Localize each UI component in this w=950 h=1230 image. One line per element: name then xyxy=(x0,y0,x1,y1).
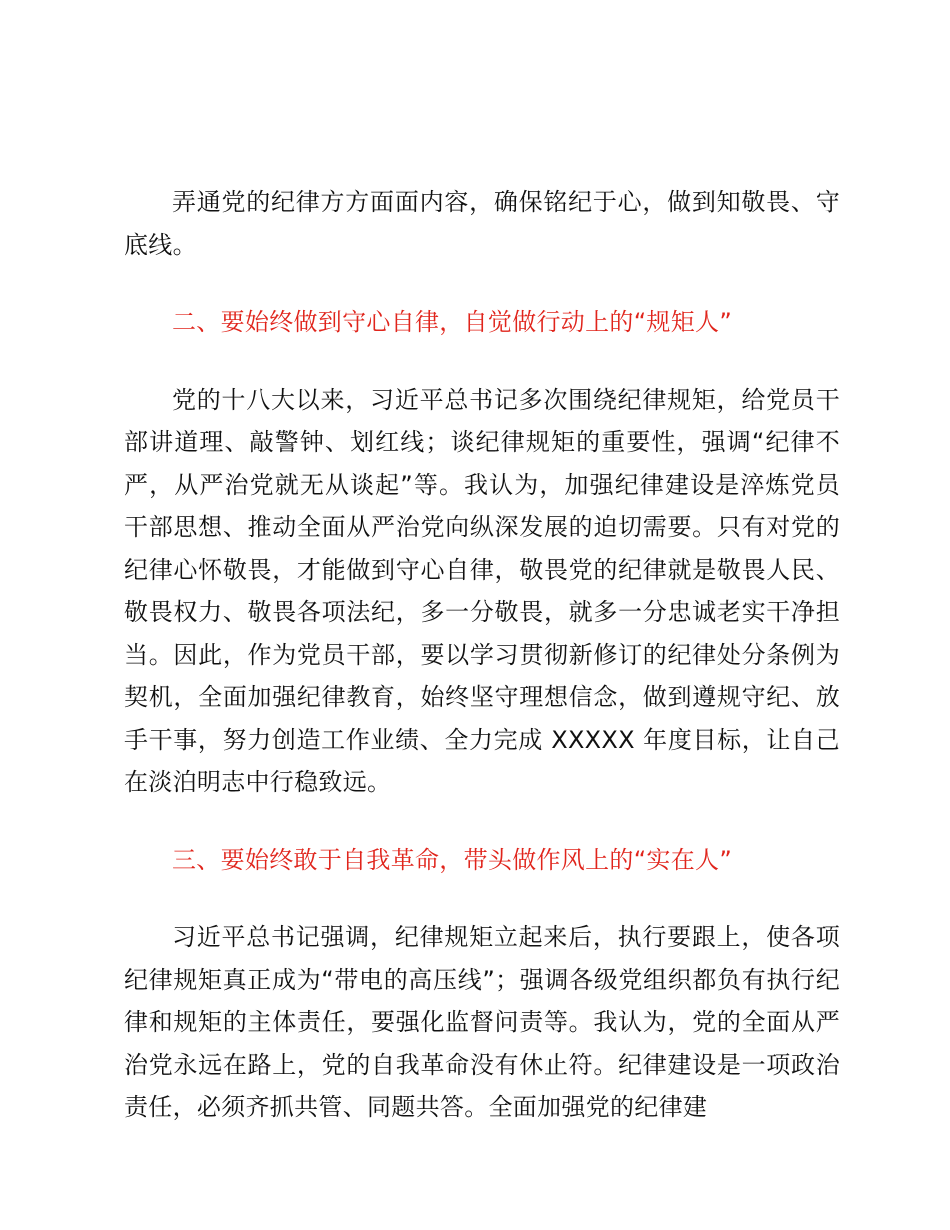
document-body xyxy=(124,181,840,1129)
paragraph-self-revolution: 习近平总书记强调，纪律规矩立起来后，执行要跟上，使各项纪律规矩真正成为“带电的高压线”；强调各级党组织都负有执行纪律和规矩的主体责任，要强化监督问责等。我认为，党的全面从严治党永远在路上，党的自我革命没有休止符。纪律建设是一项政治责任，必须齐抓共管、同题共答。全面加强党的纪律建 xyxy=(124,923,840,1121)
paragraph-self-discipline: 党的十八大以来，习近平总书记多次围绕纪律规矩，给党员干部讲道理、敲警钟、划红线；谈纪律规矩的重要性，强调“纪律不严，从严治党就无从谈起”等。我认为，加强纪律建设是淬炼党员干部思想、推动全面从严治党向纵深发展的迫切需要。只有对党的纪律心怀敬畏，才能做到守心自律，敬畏党的纪律就是敬畏人民、敬畏权力、敬畏各项法纪，多一分敬畏，就多一分忠诚老实干净担当。因此，作为党员干部，要以学习贯彻新修订的纪律处分条例为契机，全面加强纪律教育，始终坚守理想信念，做到遵规守纪、放手干事，努力创造工作业绩、全力完成 XXXXX 年度目标，让自己在淡泊明志中行稳致远。 xyxy=(124,385,840,796)
section-heading-two: 二、要始终做到守心自律，自觉做行动上的“规矩人” xyxy=(172,308,733,336)
paragraph-discipline-awareness: 弄通党的纪律方方面面内容，确保铭纪于心，做到知敬畏、守底线。 xyxy=(124,188,840,259)
section-heading-three: 三、要始终敢于自我革命，带头做作风上的“实在人” xyxy=(172,845,733,874)
